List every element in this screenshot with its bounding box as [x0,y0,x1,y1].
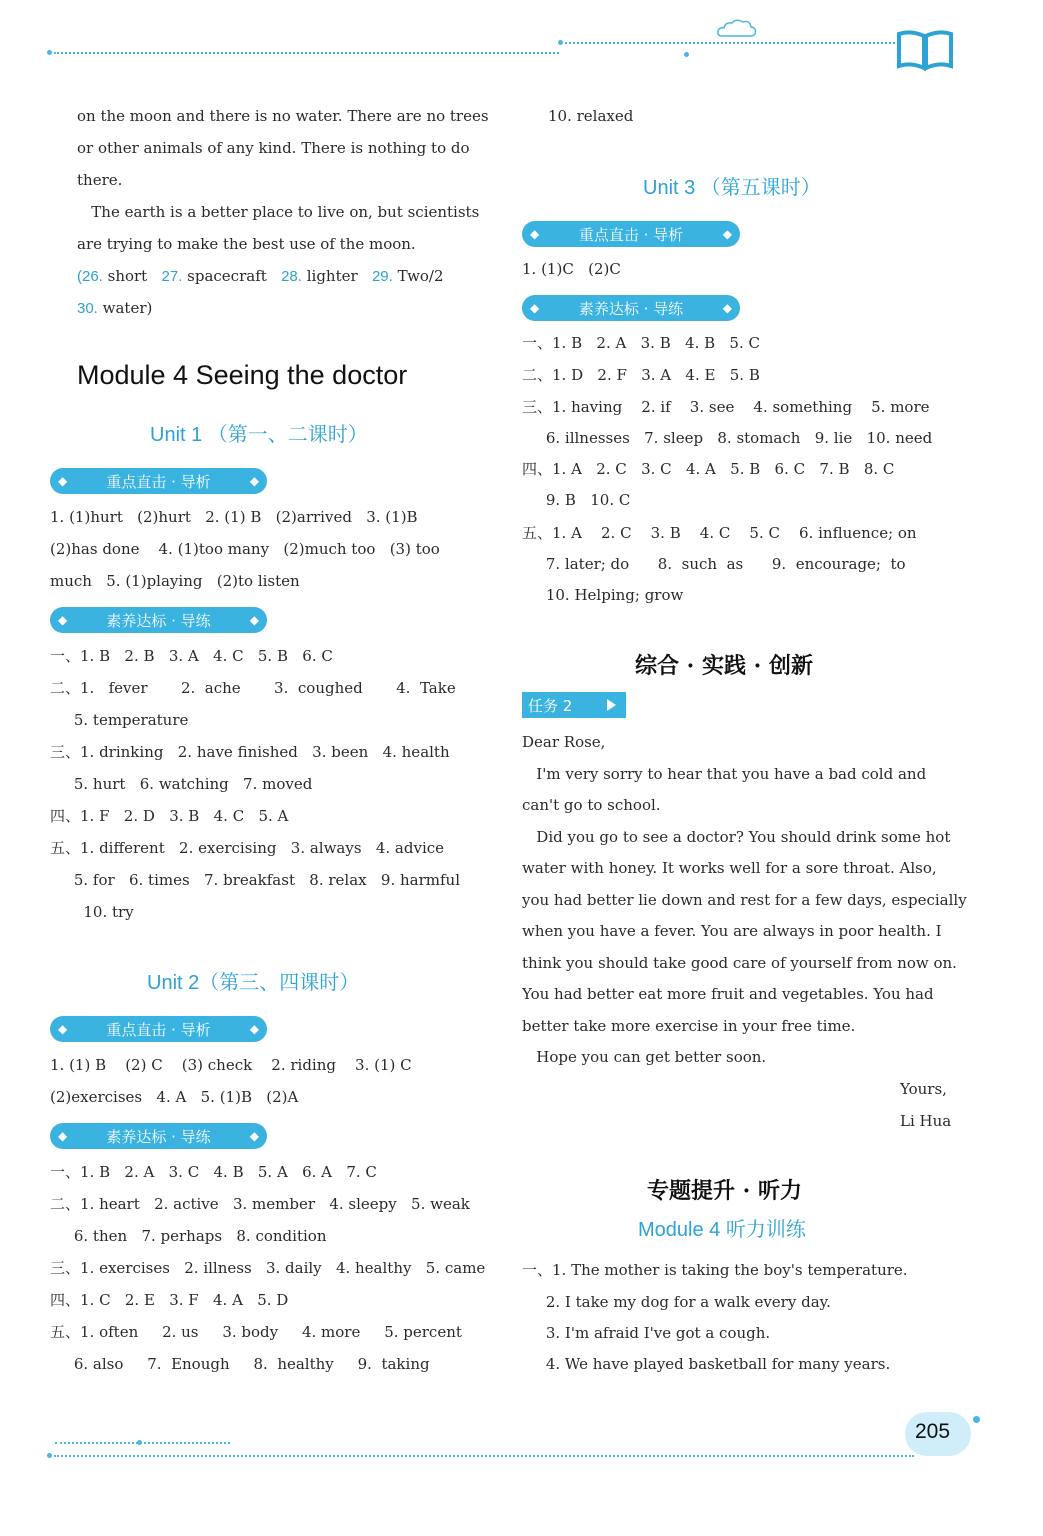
intro-line: there. [77,171,123,189]
answer-line: 4. We have played basketball for many years. [522,1355,891,1373]
answer-line: 1. (1)hurt (2)hurt 2. (1) B (2)arrived 3. (1)B [50,508,418,526]
answer-line: 一、1. The mother is taking the boy's temperature. [522,1261,908,1279]
answer-line [77,298,152,319]
answer-number: 28. [281,268,302,285]
pill-practice [522,295,740,321]
answer-line: 五、1. A 2. C 3. B 4. C 5. C 6. influence; on [522,524,917,542]
diamond-icon: ◆ [58,613,68,627]
answer-number: 27. [161,268,183,285]
answer-line: 四、1. C 2. E 3. F 4. A 5. D [50,1291,289,1309]
diamond-icon: ◆ [58,1129,68,1143]
answer-line: 5. temperature [50,711,189,729]
answer-line: 二、1. heart 2. active 3. member 4. sleepy 5. weak [50,1195,470,1213]
answer-line: 一、1. B 2. A 3. B 4. B 5. C [522,334,760,352]
play-arrow-icon [607,699,616,711]
answer-line: 一、1. B 2. B 3. A 4. C 5. B 6. C [50,647,333,665]
answer-line: 10. relaxed [548,107,634,125]
answer-line: 5. for 6. times 7. breakfast 8. relax 9. harmful [50,871,460,889]
pill-label: 重点直击 · 导析 [106,472,211,491]
unit2-title: Unit 2（第三、四课时） [147,972,360,994]
answer-line: 2. I take my dog for a walk every day. [522,1293,831,1311]
answer-line: 6. also 7. Enough 8. healthy 9. taking [50,1355,430,1373]
answer-text: Two/2 [392,267,444,285]
answer-line: 二、1. D 2. F 3. A 4. E 5. B [522,366,760,384]
letter-line: you had better lie down and rest for a few days, especially [522,891,967,909]
answer-line: 三、1. drinking 2. have finished 3. been 4. health [50,743,450,761]
answer-line: 四、1. A 2. C 3. C 4. A 5. B 6. C 7. B 8. C [522,460,895,478]
diamond-icon: ◆ [722,301,732,315]
answer-text: lighter [301,267,358,285]
letter-line: when you have a fever. You are always in poor health. I [522,922,942,940]
listening-title: Module 4 听力训练 [638,1219,806,1241]
letter-line: can't go to school. [522,796,661,814]
diamond-icon: ◆ [58,1022,68,1036]
intro-line: or other animals of any kind. There is nothing to do [77,139,470,157]
diamond-icon: ◆ [722,227,732,241]
pill-label: 素养达标 · 导练 [106,1127,211,1146]
intro-line: are trying to make the best use of the moon. [77,235,416,253]
letter-line: Did you go to see a doctor? You should drink some hot [522,828,951,846]
footer-dot [973,1416,980,1423]
letter-line: water with honey. It works well for a sore throat. Also, [522,859,937,877]
header-dot [558,40,563,45]
answer-line: 3. I'm afraid I've got a cough. [522,1324,771,1342]
footer-dot [47,1453,52,1458]
section-title: 综合 · 实践 · 创新 [635,653,813,679]
unit3-title: Unit 3 （第五课时） [643,177,821,199]
diamond-icon: ◆ [530,227,540,241]
pill-label: 重点直击 · 导析 [106,1020,211,1039]
section-title: 专题提升 · 听力 [647,1178,802,1204]
answer-line: 5. hurt 6. watching 7. moved [50,775,313,793]
answer-line: 9. B 10. C [522,491,631,509]
header-rule-right [565,42,895,44]
header-dot [684,52,689,57]
answer-line: much 5. (1)playing (2)to listen [50,572,300,590]
intro-line: on the moon and there is no water. There are no trees [77,107,489,125]
header-rule-left [54,52,559,54]
footer-rule [54,1455,914,1457]
answer-line: 10. try [50,903,134,921]
answer-line: 五、1. often 2. us 3. body 4. more 5. percent [50,1323,462,1341]
footer-rule-top [55,1442,230,1444]
answer-line: (2)exercises 4. A 5. (1)B (2)A [50,1088,299,1106]
pill-key-points [50,468,267,494]
diamond-icon: ◆ [249,1022,259,1036]
diamond-icon: ◆ [249,474,259,488]
answer-line: 1. (1)C (2)C [522,260,621,278]
cloud-icon [716,18,758,40]
page-number: 205 [915,1420,951,1443]
letter-line: think you should take good care of yourself from now on. [522,954,957,972]
answer-line: 三、1. exercises 2. illness 3. daily 4. healthy 5. came [50,1259,486,1277]
pill-practice [50,607,267,633]
letter-closing: Yours, [900,1080,947,1098]
answer-line: 1. (1) B (2) C (3) check 2. riding 3. (1) C [50,1056,412,1074]
pill-practice [50,1123,267,1149]
intro-line: The earth is a better place to live on, but scientists [77,203,480,221]
unit1-title: Unit 1 （第一、二课时） [150,424,368,446]
book-icon [895,26,955,72]
task-label-text: 任务 2 [528,696,573,715]
answer-line: 6. illnesses 7. sleep 8. stomach 9. lie 10. need [522,429,933,447]
answer-number: (26. [77,268,103,285]
letter-signature: Li Hua [900,1112,952,1130]
answer-line [77,266,444,287]
diamond-icon: ◆ [249,1129,259,1143]
answer-line: 6. then 7. perhaps 8. condition [50,1227,327,1245]
answer-line: 7. later; do 8. such as 9. encourage; to [522,555,906,573]
module-title: Module 4 Seeing the doctor [77,360,408,390]
answer-line: 一、1. B 2. A 3. C 4. B 5. A 6. A 7. C [50,1163,377,1181]
answer-line: 四、1. F 2. D 3. B 4. C 5. A [50,807,289,825]
answer-line: 三、1. having 2. if 3. see 4. something 5. more [522,398,930,416]
answer-text: water) [97,299,153,317]
diamond-icon: ◆ [249,613,259,627]
header-dot [47,50,52,55]
answer-line: 五、1. different 2. exercising 3. always 4. advice [50,839,445,857]
footer-dot [137,1440,142,1445]
answer-number: 29. [371,268,393,285]
pill-label: 素养达标 · 导练 [578,299,684,318]
answer-line: 10. Helping; grow [522,586,684,604]
letter-line: Hope you can get better soon. [522,1048,767,1066]
pill-label: 重点直击 · 导析 [578,225,684,244]
pill-label: 素养达标 · 导练 [106,611,211,630]
answer-text: spacecraft [182,267,267,285]
diamond-icon: ◆ [530,301,540,315]
answer-line: (2)has done 4. (1)too many (2)much too (3) too [50,540,440,558]
pill-key-points [522,221,740,247]
pill-key-points [50,1016,267,1042]
answer-number: 30. [77,300,98,317]
task-label [522,692,626,718]
letter-line: Dear Rose, [522,733,606,751]
letter-line: I'm very sorry to hear that you have a bad cold and [522,765,927,783]
answer-text: short [102,267,148,285]
diamond-icon: ◆ [58,474,68,488]
letter-line: You had better eat more fruit and vegetables. You had [522,985,934,1003]
answer-line: 二、1. fever 2. ache 3. coughed 4. Take [50,679,456,697]
letter-line: better take more exercise in your free time. [522,1017,856,1035]
